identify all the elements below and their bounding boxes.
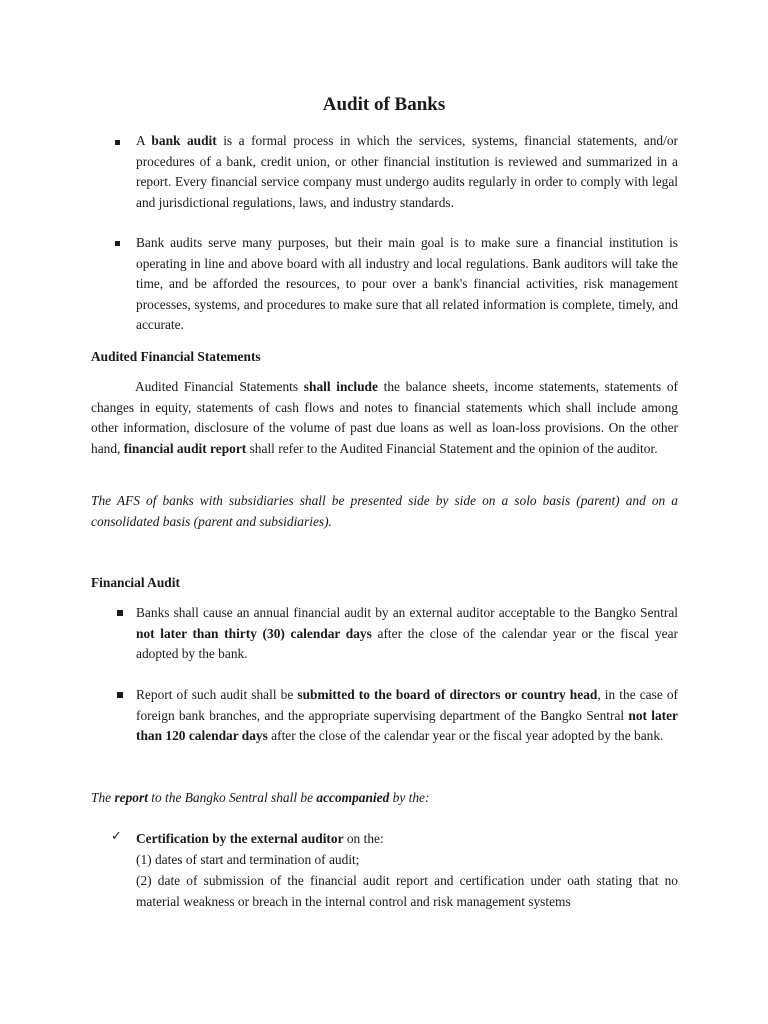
bold-term: not later than 120 calendar days — [136, 707, 678, 743]
bullet-marker — [117, 610, 123, 616]
bold-term: accompanied — [316, 790, 390, 805]
bank-audit-definition — [136, 131, 678, 213]
certification-heading — [136, 829, 678, 850]
section-heading-afs: Audited Financial Statements — [91, 349, 261, 364]
checkmark-icon: ✓ — [111, 829, 122, 844]
text-run: after the close of the calendar year or the fiscal year adopted by the bank. — [136, 625, 678, 661]
financial-audit-deadline — [136, 603, 678, 665]
text-run: to the Bangko Sentral shall be — [147, 790, 317, 805]
page-title: Audit of Banks — [322, 94, 446, 115]
text-run: the balance sheets, income statements, statements of changes in equity, statements of cash flows and notes to financial statements which shall include among other information, disclosure of the volume of past due loans as well as loan-loss provisions. On the other hand, — [91, 379, 678, 456]
bold-term-bank-audit: bank audit — [151, 133, 217, 148]
text-run: is a formal process in which the services, systems, financial statements, and/or procedures of a bank, credit union, or other financial institution is reviewed and summarized in a report. Every financial service company must undergo audits regularly in order to comply with legal and jurisdictional regulations, laws, and industry standards. — [136, 133, 678, 210]
bold-term: not later than thirty (30) calendar days — [136, 625, 372, 641]
certification-item-2: (2) date of submission of the financial audit report and certification under oath stating that no material weakness or breach in the internal control and risk management systems — [136, 873, 678, 909]
text-run: A — [136, 133, 152, 148]
text-run: Report of such audit shall be — [136, 687, 298, 702]
bold-term: shall include — [303, 379, 378, 394]
audit-report-submission — [136, 685, 678, 747]
text-run: shall refer to the Audited Financial Statement and the opinion of the auditor. — [246, 440, 658, 456]
afs-italic-note: The AFS of banks with subsidiaries shall be presented side by side on a solo basis (parent) and on a consolidated basis (parent and subsidiaries). — [91, 493, 678, 529]
certification-item-1: (1) dates of start and termination of audit; — [136, 852, 360, 867]
bank-audit-purpose: Bank audits serve many purposes, but their main goal is to make sure a financial institution is operating in line and above board with all industry and local regulations. Bank auditors will take the time, and be afforded the resources, to pour over a bank's financial activities, risk management processes, systems, and procedures to make sure that all related information is complete, timely, and accurate. — [136, 235, 678, 332]
text-run: The — [91, 790, 115, 805]
bullet-marker — [117, 692, 123, 698]
bullet-marker — [115, 140, 120, 145]
bold-term: financial audit report — [123, 440, 247, 456]
text-run: on the: — [343, 831, 384, 846]
text-run: Banks shall cause an annual financial audit by an external auditor acceptable to the Bangko Sentral — [136, 605, 678, 620]
text-run: by the: — [389, 790, 430, 805]
bullet-marker — [115, 241, 120, 246]
text-run: , in the case of foreign bank branches, and the appropriate supervising department of the Bangko Sentral — [136, 687, 678, 723]
section-heading-financial-audit: Financial Audit — [91, 575, 180, 590]
afs-paragraph — [91, 377, 678, 459]
text-run: Audited Financial Statements — [135, 379, 304, 394]
bold-term: submitted to the board of directors or country head — [297, 687, 598, 702]
bold-term: Certification by the external auditor — [136, 831, 344, 846]
text-run: after the close of the calendar year or the fiscal year adopted by the bank. — [267, 728, 664, 743]
bold-term: report — [114, 790, 148, 805]
report-accompanied-line — [91, 788, 678, 809]
